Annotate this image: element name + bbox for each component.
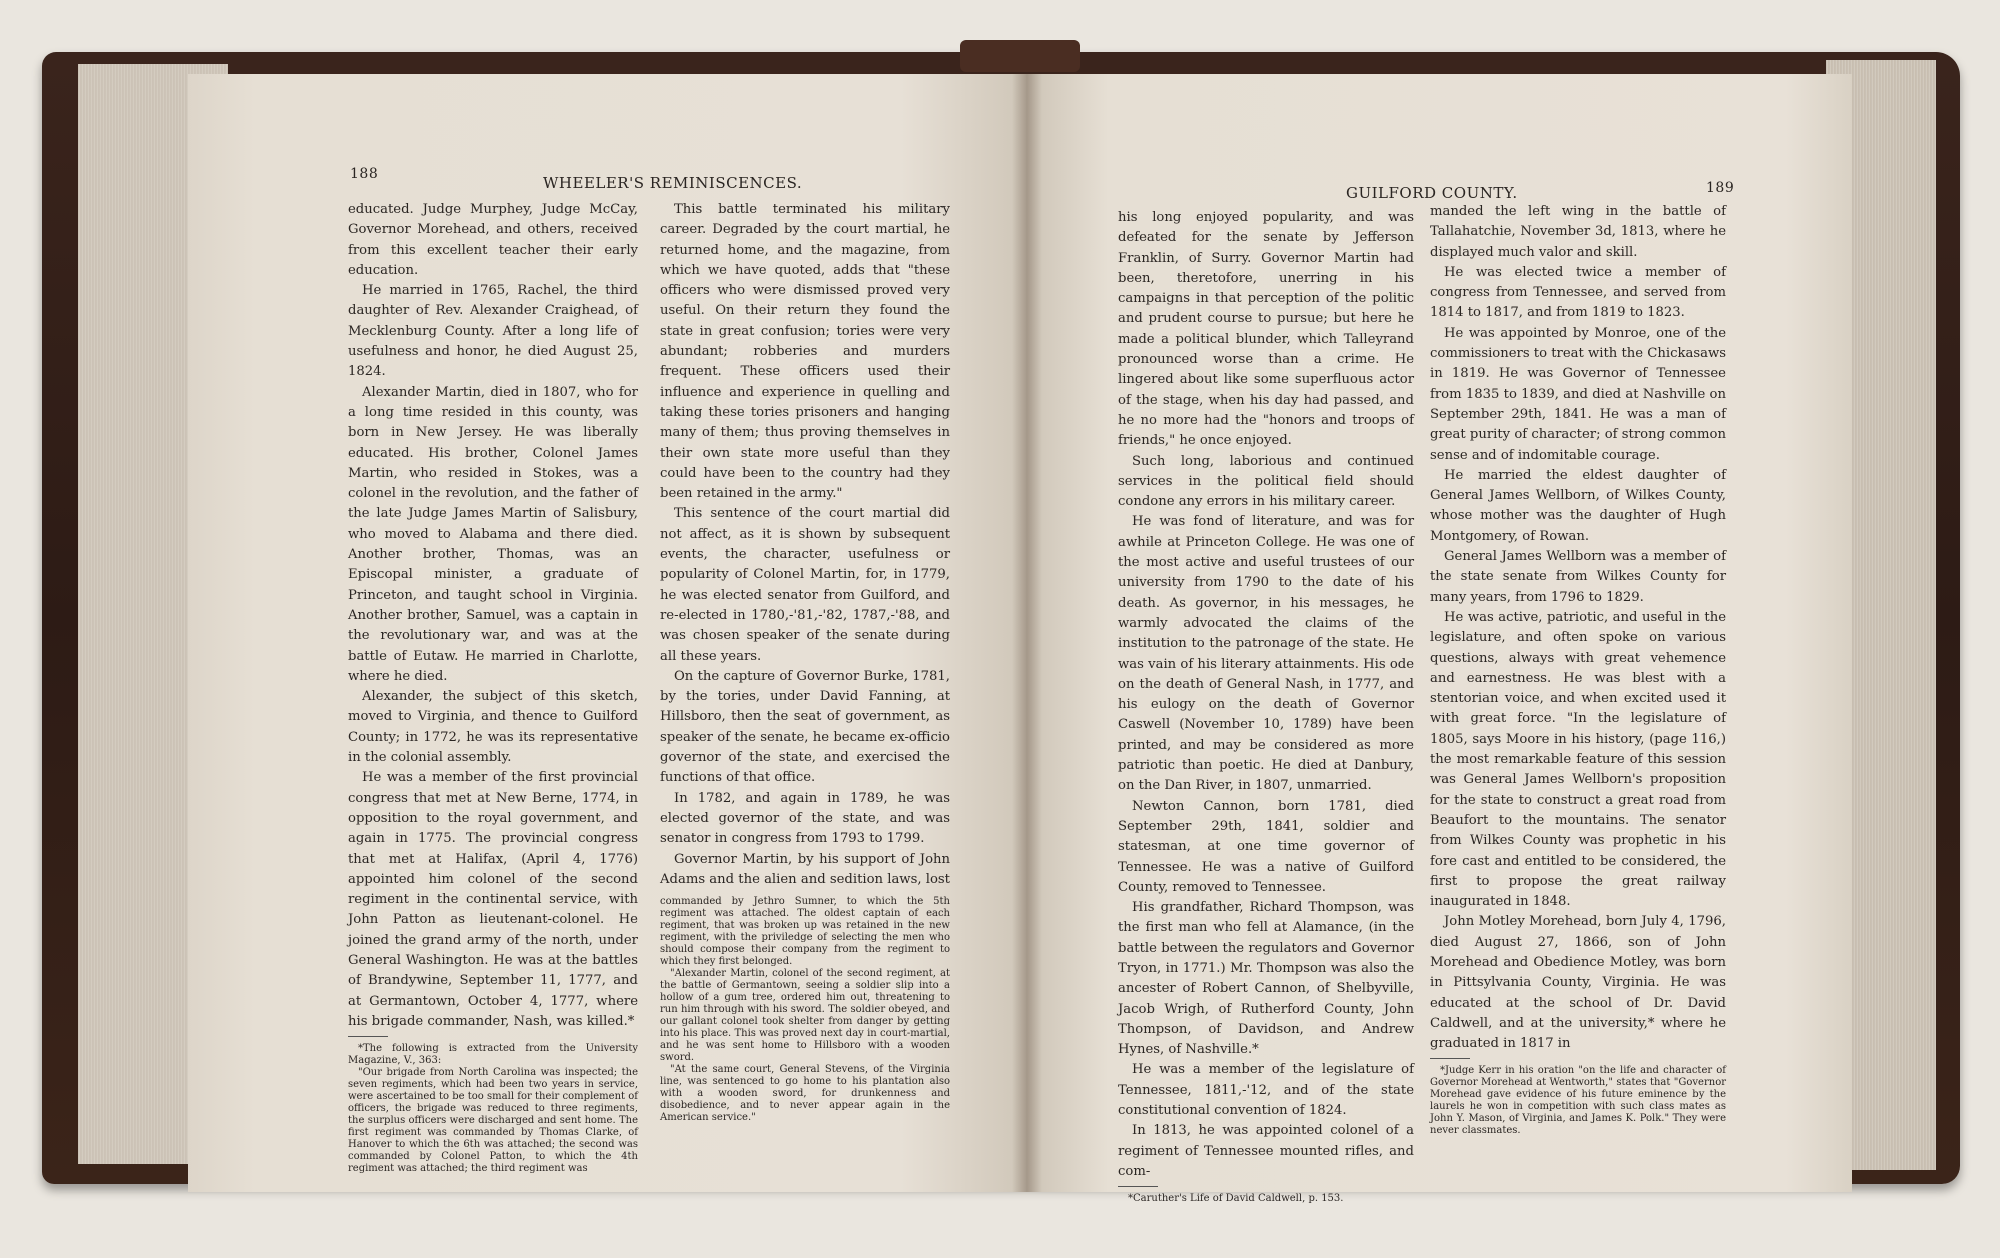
left-running-head: WHEELER'S REMINISCENCES. xyxy=(543,174,803,192)
footnote-rule xyxy=(348,1036,388,1037)
paragraph: manded the left wing in the battle of Tallahatchie, November 3d, 1813, where he displayed much valor and skill. xyxy=(1430,204,1726,260)
footnote-text: "Our brigade from North Carolina was inspected; the seven regiments, which had been two years in service, were ascertained to be too small for their complement of officers, the brigade was reduced to three regiments, the surplus officers were discharged and sent home. The first regiment was commanded by Thomas Clarke, of Hanover to which the 6th was attached; the second was commanded by Colonel Patton, to which the 4th regiment was attached; the third regiment was xyxy=(348,1067,638,1175)
footnote-continued xyxy=(660,896,950,1124)
paragraph: John Motley Morehead, born July 4, 1796, died August 27, 1866, son of John Morehead and Obedience Motley, was born in Pittsylvania County, Virginia. He was educated at the school of Dr. David Caldwell, and at the university,* where he graduated in 1817 in xyxy=(1430,914,1726,1052)
footnote-text: "Alexander Martin, colonel of the second regiment, at the battle of Germantown, seeing a soldier slip into a hollow of a gum tree, ordered him out, threatening to run him through with his sword. The soldier obeyed, and our gallant colonel took shelter from danger by getting into his place. This was proved next day in court-martial, and he was sent home to Hillsboro with a wooden sword. xyxy=(660,968,950,1064)
right-running-head: GUILFORD COUNTY. xyxy=(1346,184,1518,202)
paragraph: He married the eldest daughter of General James Wellborn, of Wilkes County, whose mother was the daughter of Hugh Montgomery, of Rowan. xyxy=(1430,467,1726,544)
paragraph: Alexander, the subject of this sketch, moved to Virginia, and thence to Guilford County; in 1772, he was its representative in the colonial assembly. xyxy=(348,689,638,766)
paragraph: General James Wellborn was a member of the state senate from Wilkes County for many years, from 1796 to 1829. xyxy=(1430,549,1726,605)
paragraph: Alexander Martin, died in 1807, who for a long time resided in this county, was born in New Jersey. He was liberally educated. His brother, Colonel James Martin, who resided in Stokes, was a colonel in the revolution, and the father of the late Judge James Martin of Salisbury, who moved to Alabama and there died. Another brother, Thomas, was an Episcopal minister, a graduate of Princeton, and taught school in Virginia. Another brother, Samuel, was a captain in the revolutionary war, and was at the battle of Eutaw. He married in Charlotte, where he died. xyxy=(348,384,638,684)
footnote xyxy=(1430,1065,1726,1137)
paragraph: educated. Judge Murphey, Judge McCay, Governor Morehead, and others, received from this excellent teacher their early education. xyxy=(348,202,638,278)
paragraph: On the capture of Governor Burke, 1781, by the tories, under David Fanning, at Hillsboro, then the seat of government, as speaker of the senate, he became ex-officio governor of the state, and exercised the functions of that office. xyxy=(660,668,950,786)
paragraph: Governor Martin, by his support of John Adams and the alien and sedition laws, lost xyxy=(660,851,950,887)
footnote xyxy=(1118,1193,1414,1205)
footnote-text: *Caruther's Life of David Caldwell, p. 153. xyxy=(1128,1193,1344,1205)
left-page xyxy=(188,74,1026,1192)
paragraph: This sentence of the court martial did not affect, as it is shown by subsequent events, the character, usefulness or popularity of Colonel Martin, for, in 1779, he was elected senator from Guilford, and re-elected in 1780,-'81,-'82, 1787,-'88, and was chosen speaker of the senate during all these years. xyxy=(660,506,950,664)
paragraph: His grandfather, Richard Thompson, was the first man who fell at Alamance, (in the battle between the regulators and Governor Tryon, in 1771.) Mr. Thompson was also the ancester of Robert Cannon, of Shelbyville, Jacob Wrigh, of Rutherford County, John Thompson, of Davidson, and Andrew Hynes, of Nashville.* xyxy=(1118,900,1414,1058)
paragraph: He was appointed by Monroe, one of the commissioners to treat with the Chickasaws in 1819. He was Governor of Tennessee from 1835 to 1839, and died at Nashville on September 29th, 1841. He was a man of great purity of character; of strong common sense and of indomitable courage. xyxy=(1430,325,1727,463)
footnote-text: *The following is extracted from the University Magazine, V., 363: xyxy=(348,1043,638,1067)
left-page-number: 188 xyxy=(350,166,379,182)
paragraph: Such long, laborious and continued services in the political field should condone any errors in his military career. xyxy=(1118,453,1414,510)
paragraph: In 1782, and again in 1789, he was elected governor of the state, and was senator in congress from 1793 to 1799. xyxy=(660,790,950,847)
footnote-rule xyxy=(1118,1186,1158,1187)
right-column-2 xyxy=(1430,202,1726,1137)
left-column-2 xyxy=(660,200,950,1124)
book-spine xyxy=(960,40,1080,72)
footnote xyxy=(348,1043,638,1175)
book-gutter xyxy=(1012,74,1042,1192)
footnote-rule xyxy=(1430,1058,1470,1059)
paragraph: his long enjoyed popularity, and was defeated for the senate by Jefferson Franklin, of Surry. Governor Martin had been, theretofore, unerring in his campaigns in that perception of the politic and prudent course to pursue; but here he made a political blunder, which Talleyrand pronounced worse than a crime. He lingered about like some superfluous actor of the stage, when his day had passed, and he no more had the "honors and troops of friends," he once enjoyed. xyxy=(1118,210,1414,449)
right-column-1 xyxy=(1118,208,1414,1205)
left-column-1 xyxy=(348,200,638,1175)
paragraph: He was a member of the first provincial congress that met at New Berne, 1774, in opposition to the royal government, and again in 1775. The provincial congress that met at Halifax, (April 4, 1776) appointed him colonel of the second regiment in the continental service, with John Patton as lieutenant-colonel. He joined the grand army of the north, under General Washington. He was at the battles of Brandywine, September 11, 1777, and at Germantown, October 4, 1777, where his brigade commander, Nash, was killed.* xyxy=(348,770,638,1029)
paragraph: He was elected twice a member of congress from Tennessee, and served from 1814 to 1817, and from 1819 to 1823. xyxy=(1430,264,1726,321)
paragraph: Newton Cannon, born 1781, died September 29th, 1841, soldier and statesman, at one time governor of Tennessee. He was a native of Guilford County, removed to Tennessee. xyxy=(1118,798,1414,895)
paragraph: He was active, patriotic, and useful in the legislature, and often spoke on various questions, always with great vehemence and earnestness. He was blest with a stentorian voice, and when excited used it with great force. "In the legislature of 1805, says Moore in his history, (page 116,) the most remarkable feature of this session was General James Wellborn's proposition for the state to construct a great road from Beaufort to the mountains. The senator from Wilkes County was prophetic in his fore cast and entitled to be considered, the first to propose the great railway inaugurated in 1848. xyxy=(1430,609,1726,910)
paragraph: He was fond of literature, and was for awhile at Princeton College. He was one of the most active and useful trustees of our university from 1790 to the date of his death. As governor, in his messages, he warmly advocated the claims of the institution to the patronage of the state. He was vain of his literary attainments. His ode on the death of General Nash, in 1777, and his eulogy on the death of Governor Caswell (November 10, 1789) have been printed, and may be considered as more patriotic than poetic. He died at Danbury, on the Dan River, in 1807, unmarried. xyxy=(1118,514,1414,794)
right-page-number: 189 xyxy=(1706,180,1735,196)
paragraph: He married in 1765, Rachel, the third daughter of Rev. Alexander Craighead, of Mecklenburg County. After a long life of usefulness and honor, he died August 25, 1824. xyxy=(348,283,638,380)
footnote-text: *Judge Kerr in his oration "on the life and character of Governor Morehead at Wentworth," states that "Governor Morehead gave evidence of his future eminence by the laurels he won in competition with such class mates as John Y. Mason, of Virginia, and James K. Polk." They were never classmates. xyxy=(1430,1065,1726,1137)
paragraph: In 1813, he was appointed colonel of a regiment of Tennessee mounted rifles, and com- xyxy=(1118,1123,1414,1179)
footnote-text: "At the same court, General Stevens, of the Virginia line, was sentenced to go home to his plantation also with a wooden sword, for drunkenness and disobedience, and to never appear again in the American service." xyxy=(660,1064,950,1124)
paragraph: This battle terminated his military career. Degraded by the court martial, he returned home, and the magazine, from which we have quoted, adds that "these officers who were dismissed proved very useful. On their return they found the state in great confusion; tories were very abundant; robberies and murders frequent. These officers used their influence and experience in quelling and taking these tories prisoners and hanging many of them; thus proving themselves in their own state more useful than they could have been to the country had they been retained in the army." xyxy=(660,202,950,502)
right-page xyxy=(1026,74,1852,1205)
footnote-text: commanded by Jethro Sumner, to which the 5th regiment was attached. The oldest captain of each regiment, that was broken up was retained in the new regiment, with the priviledge of selecting the men who should compose their company from the regiment to which they first belonged. xyxy=(660,896,950,968)
paragraph: He was a member of the legislature of Tennessee, 1811,-'12, and of the state constitutional convention of 1824. xyxy=(1118,1062,1414,1119)
